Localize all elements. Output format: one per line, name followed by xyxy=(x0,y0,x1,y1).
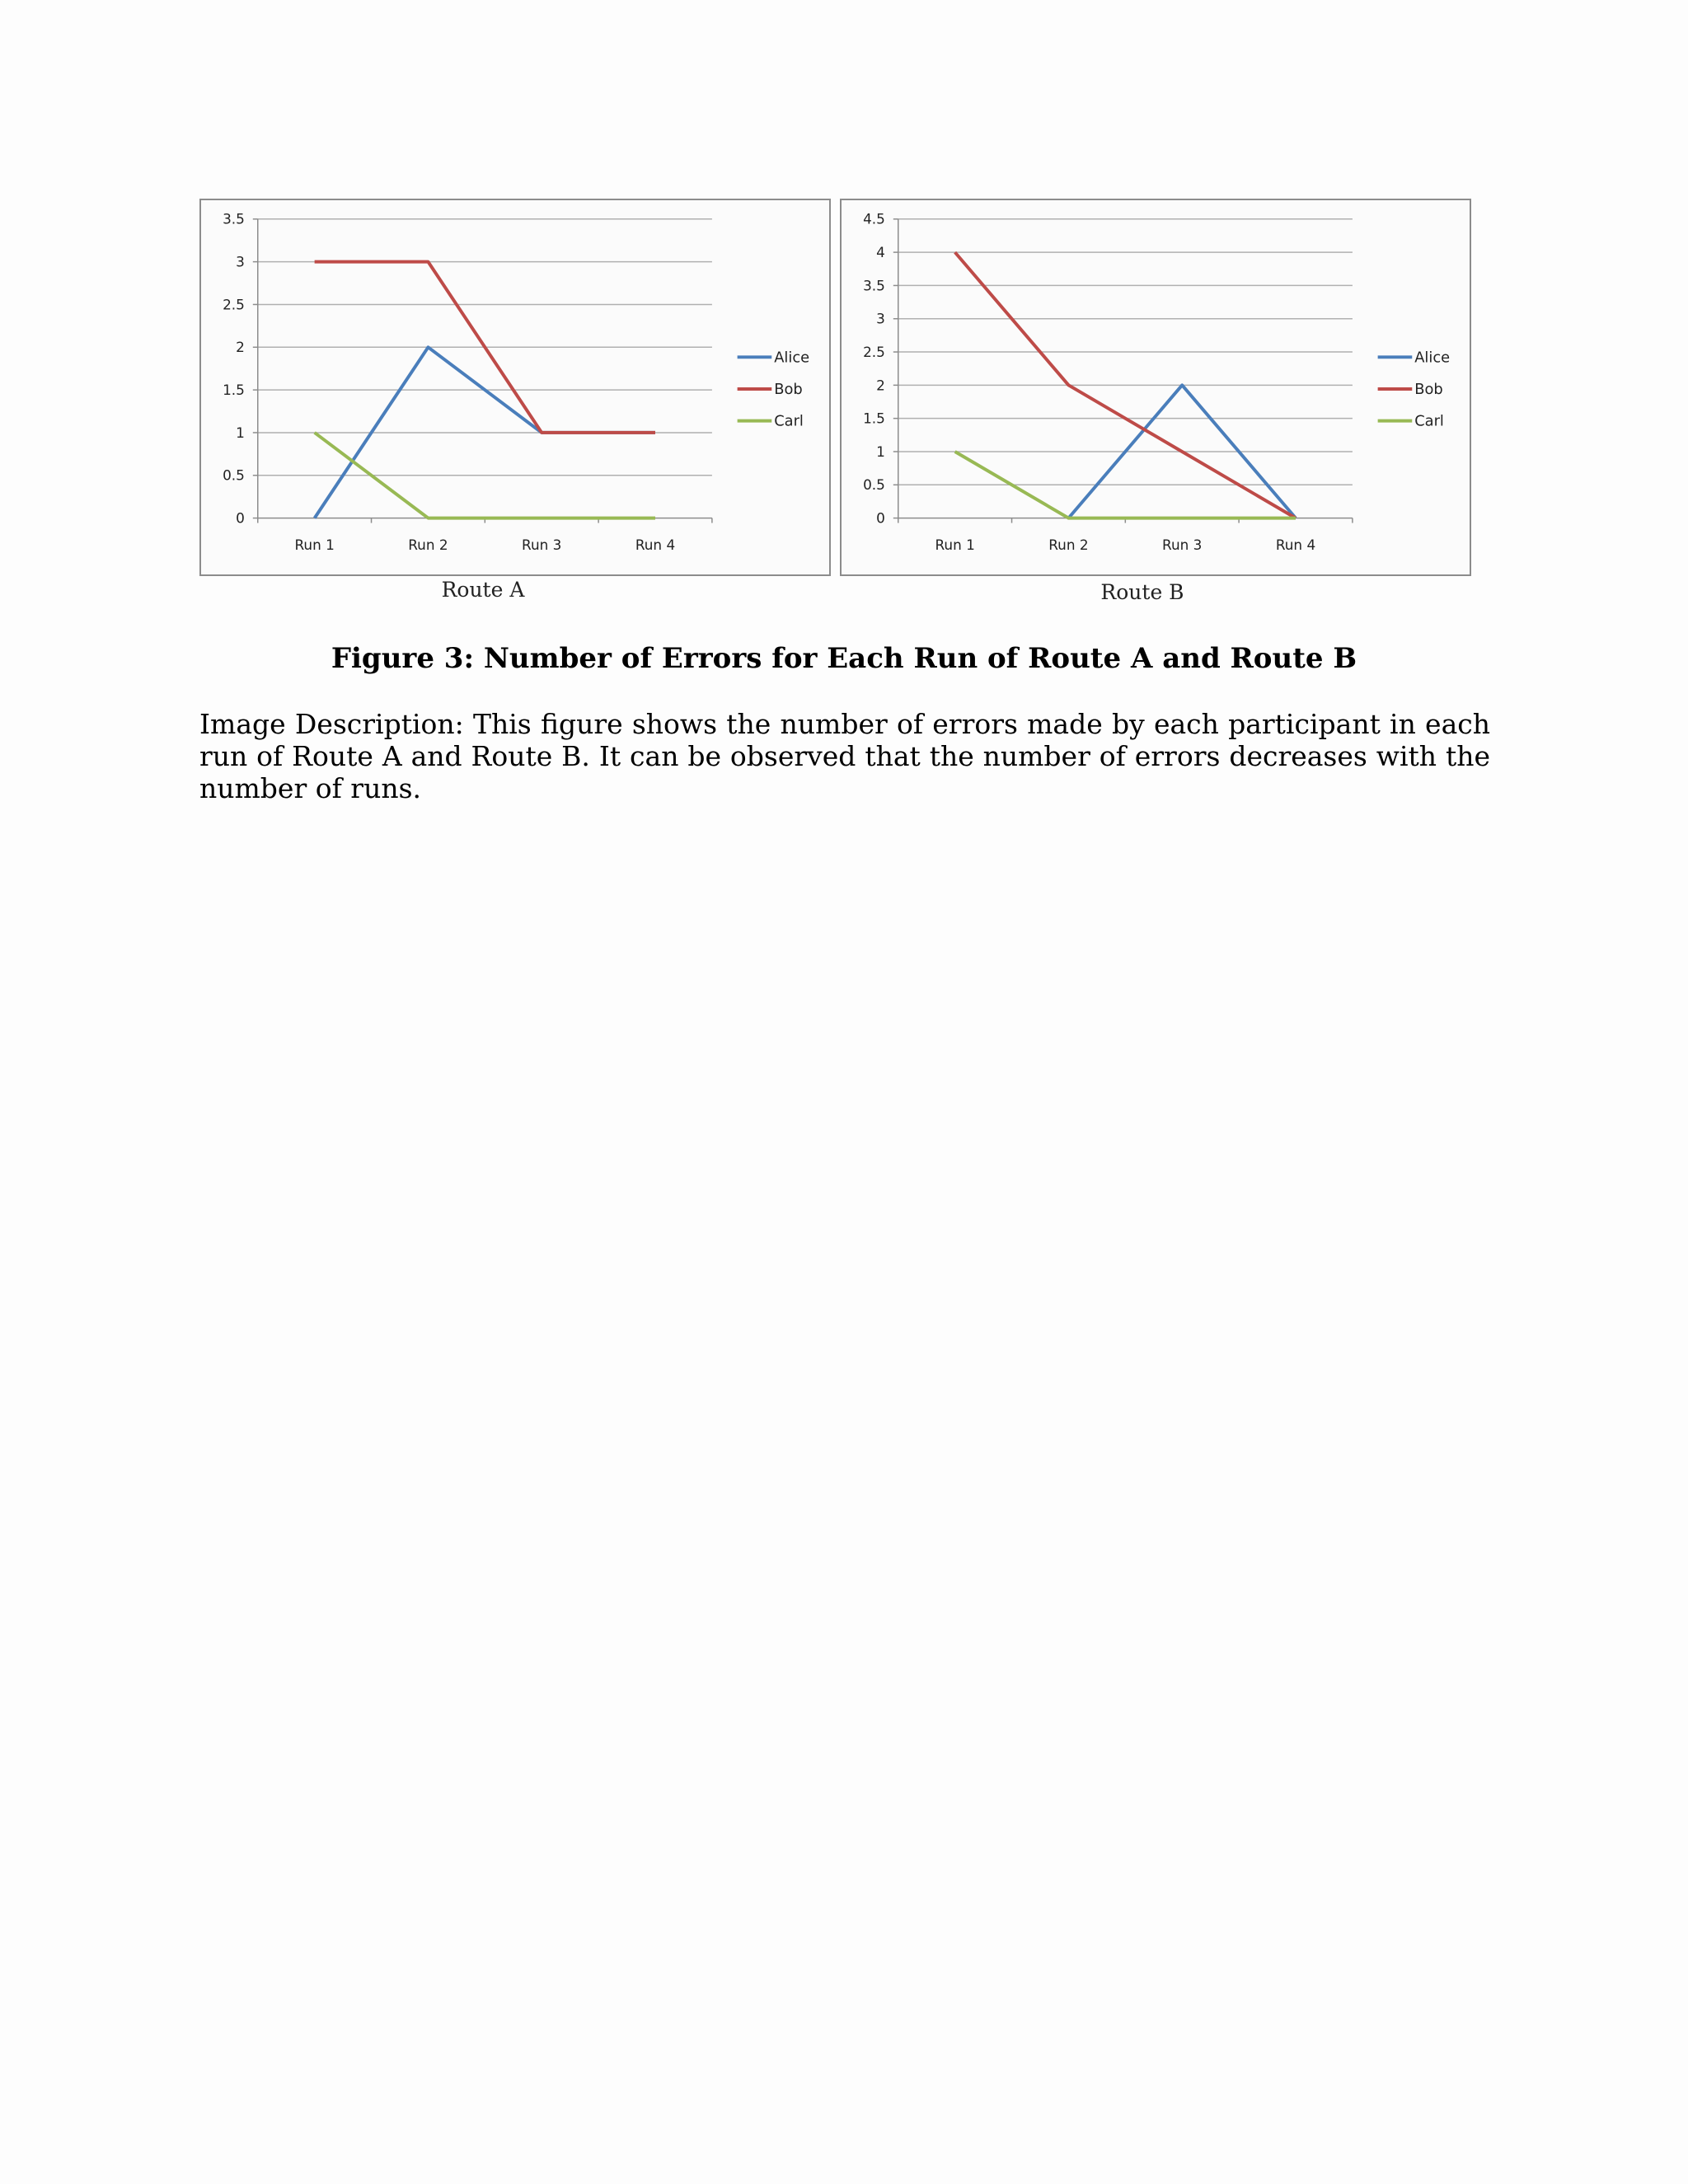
legend-label-bob: Bob xyxy=(1414,380,1443,398)
y-tick-label: 2 xyxy=(236,339,245,356)
legend-label-alice: Alice xyxy=(774,349,810,367)
y-tick-label: 0.5 xyxy=(863,476,885,494)
chart-route-a-svg xyxy=(201,200,829,574)
y-tick-label: 0.5 xyxy=(223,466,245,484)
y-tick-label: 3.5 xyxy=(223,210,245,227)
y-tick-label: 3 xyxy=(236,253,245,270)
x-tick-label: Run 2 xyxy=(1048,537,1089,554)
chart-route-a xyxy=(199,199,831,576)
x-tick-label: Run 3 xyxy=(522,537,562,554)
y-tick-label: 3.5 xyxy=(863,277,885,294)
y-tick-label: 4.5 xyxy=(863,210,885,227)
chart-route-b xyxy=(840,199,1471,576)
y-tick-label: 2.5 xyxy=(223,296,245,313)
x-tick-label: Run 3 xyxy=(1162,537,1203,554)
y-tick-label: 1 xyxy=(876,443,885,460)
route-b-label: Route B xyxy=(1100,580,1184,604)
y-tick-label: 1.5 xyxy=(863,410,885,427)
legend-label-bob: Bob xyxy=(774,380,803,398)
x-tick-label: Run 1 xyxy=(294,537,335,554)
legend-label-carl: Carl xyxy=(774,412,804,430)
x-tick-label: Run 4 xyxy=(635,537,676,554)
x-tick-label: Run 2 xyxy=(408,537,448,554)
y-tick-label: 2 xyxy=(876,377,885,394)
y-tick-label: 1.5 xyxy=(223,382,245,399)
route-a-label: Route A xyxy=(441,578,525,602)
legend-label-alice: Alice xyxy=(1414,349,1451,367)
image-description: Image Description: This figure shows the number of errors made by each participant in each run of Route A and Route B. It can be observed that the number of errors decreases with the number of runs. xyxy=(199,708,1490,804)
y-tick-label: 3 xyxy=(876,310,885,327)
y-tick-label: 2.5 xyxy=(863,343,885,360)
y-tick-label: 0 xyxy=(236,509,245,527)
y-tick-label: 4 xyxy=(876,244,885,261)
figure-caption: Figure 3: Number of Errors for Each Run of Route A and Route B xyxy=(331,642,1357,675)
y-tick-label: 1 xyxy=(236,424,245,441)
y-tick-label: 0 xyxy=(876,509,885,527)
x-tick-label: Run 4 xyxy=(1275,537,1316,554)
chart-route-b-svg xyxy=(842,200,1470,574)
legend-label-carl: Carl xyxy=(1414,412,1444,430)
x-tick-label: Run 1 xyxy=(935,537,975,554)
